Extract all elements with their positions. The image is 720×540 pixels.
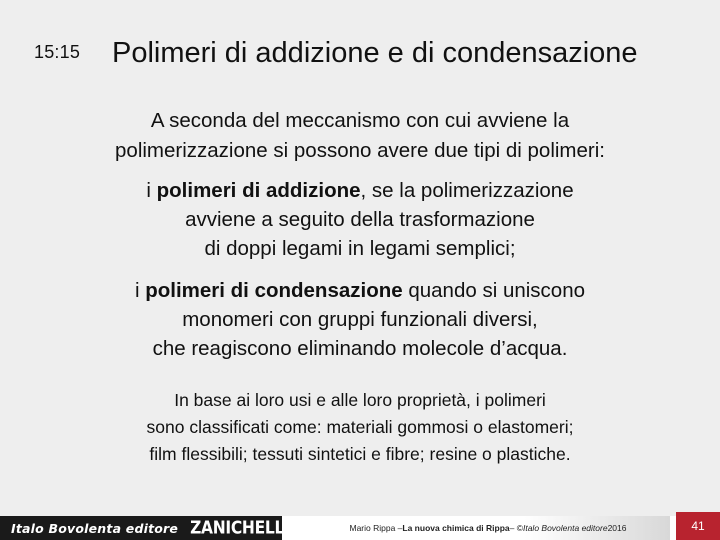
condensation-line-3: che reagiscono eliminando molecole d’acqua.	[152, 337, 568, 360]
addition-line-1-rest: , se la polimerizzazione	[360, 179, 574, 202]
slide-number: 15:15	[34, 42, 81, 62]
intro-line-2: polimerizzazione si possono avere due tipi di polimeri:	[115, 139, 605, 162]
addition-line-3: di doppi legami in legami semplici;	[204, 237, 516, 260]
brand-logo: ZANICHELLI	[190, 517, 290, 539]
footer-author: Mario Rippa –	[349, 523, 403, 533]
footer	[0, 516, 720, 540]
footer-separator: – ©	[509, 523, 523, 533]
page-number: 41	[676, 512, 720, 540]
addition-line-2: avviene a seguito della trasformazione	[185, 208, 535, 231]
publisher-band	[0, 516, 290, 540]
uses-line-3: film flessibili; tessuti sintetici e fibre; resine o plastiche.	[149, 444, 571, 464]
intro-paragraph	[0, 106, 720, 166]
publisher-logo: Italo Bovolenta editore	[11, 520, 179, 536]
condensation-line-1	[0, 276, 720, 305]
uses-line-1: In base ai loro usi e alle loro proprietà, i polimeri	[174, 390, 546, 410]
addition-prefix: i	[146, 179, 157, 202]
footer-credits	[306, 516, 670, 540]
uses-paragraph	[0, 387, 720, 468]
condensation-prefix: i	[134, 279, 146, 302]
addition-line-1	[0, 176, 720, 205]
condensation-line-1-rest: quando si uniscono	[402, 279, 586, 302]
addition-term: polimeri di addizione	[156, 179, 361, 202]
addition-polymers-paragraph	[0, 176, 720, 263]
footer-year: 2016	[607, 523, 627, 533]
footer-edition: Italo Bovolenta editore	[522, 523, 608, 533]
uses-line-2: sono classificati come: materiali gommosi o elastomeri;	[146, 417, 574, 437]
condensation-term: polimeri di condensazione	[145, 279, 403, 302]
condensation-line-2: monomeri con gruppi funzionali diversi,	[182, 308, 538, 331]
intro-line-1: A seconda del meccanismo con cui avviene la	[150, 109, 570, 132]
condensation-polymers-paragraph	[0, 276, 720, 363]
slide-title: Polimeri di addizione e di condensazione	[112, 37, 638, 69]
footer-book-title: La nuova chimica di Rippa	[402, 523, 510, 533]
